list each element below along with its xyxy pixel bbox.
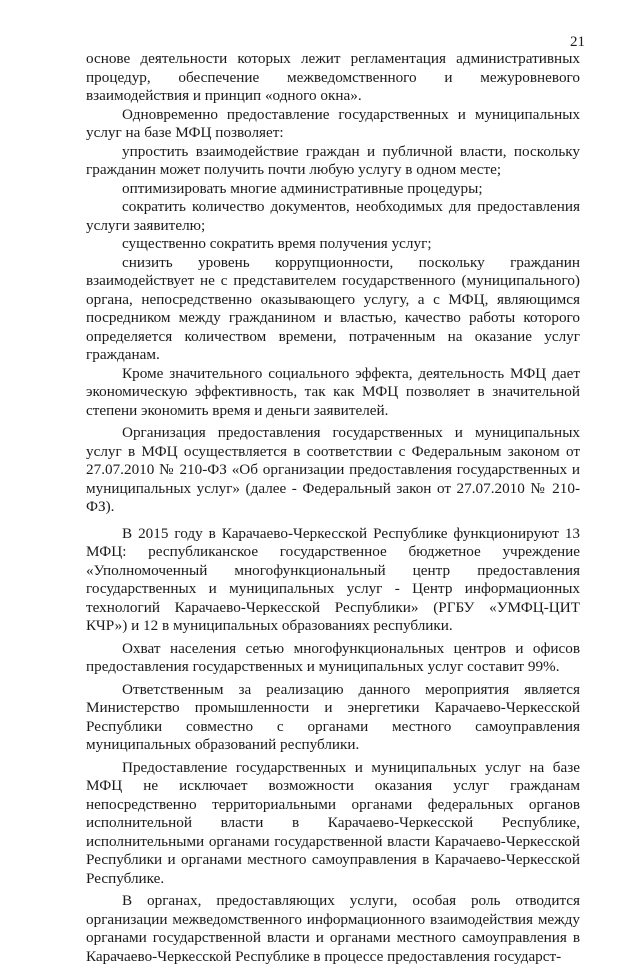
paragraph: Ответственным за реализацию данного мероприятия является Министерство промышленности и энергетики Карачаево-Черкесской Республики совместно с органами местного самоуправления муниципальных образований республики. (86, 680, 580, 753)
list-item: упростить взаимодействие граждан и публичной власти, поскольку гражданин может получить почти любую услугу в одном месте; (86, 142, 580, 178)
list-item: сократить количество документов, необходимых для предоставления услуги заявителю; (86, 198, 580, 234)
list-item: существенно сократить время получения услуг; (122, 235, 432, 252)
paragraph: В 2015 году в Карачаево-Черкесской Республике функционируют 13 МФЦ: республиканское государственное бюджетное учреждение «Уполномоченный многофункциональный центр предоставления государственных и муниципальных услуг - Центр информационных технологий Карачаево-Черкесской Республики» (РГБУ «УМФЦ-ЦИТ КЧР») и 12 в муниципальных образованиях республики. (86, 524, 580, 634)
paragraph: Предоставление государственных и муниципальных услуг на базе МФЦ не исключает возможности оказания услуг гражданам непосредственно территориальными органами федеральных органов исполнительной власти в Карачаево-Черкесской Республике, исполнительными органами государственной власти Карачаево-Черкесской Республики и органами местного самоуправления в Карачаево-Черкесской Республике. (86, 758, 580, 887)
paragraph: В органах, предоставляющих услуги, особая роль отводится организации межведомственного информационного взаимодействия между органами государственной власти и органами местного самоуправления в Карачаево-Черкесской Республике в процессе предоставления государст- (86, 892, 580, 965)
document-body (86, 50, 580, 966)
list-item: снизить уровень коррупционности, поскольку гражданин взаимодействует не с представителем государственного (муниципального) органа, непосредственно оказывающего услугу, а с МФЦ, являющимся посредником между гражданином и властью, качество работы которого определяется количеством времени, потраченным на оказание услуг гражданам. (86, 253, 580, 363)
paragraph: Организация предоставления государственных и муниципальных услуг в МФЦ осуществляется в соответствии с Федеральным законом от 27.07.2010 № 210-ФЗ «Об организации предоставления государственных и муниципальных услуг» (далее - Федеральный закон от 27.07.2010 № 210-ФЗ). (86, 424, 580, 515)
paragraph: основе деятельности которых лежит регламентация административных процедур, обеспечение межведомственного и межуровневого взаимодействия и принцип «одного окна». (86, 50, 580, 104)
list-item: оптимизировать многие административные процедуры; (122, 179, 483, 197)
paragraph: Одновременно предоставление государственных и муниципальных услуг на базе МФЦ позволяет: (86, 105, 580, 141)
paragraph: Кроме значительного социального эффекта, деятельность МФЦ дает экономическую эффективность, так как МФЦ позволяет в значительной степени экономить время и деньги заявителей. (86, 364, 580, 419)
page-number: 21 (570, 34, 585, 50)
paragraph: Охват населения сетью многофункциональных центров и офисов предоставления государственных и муниципальных услуг составит 99%. (86, 639, 580, 675)
